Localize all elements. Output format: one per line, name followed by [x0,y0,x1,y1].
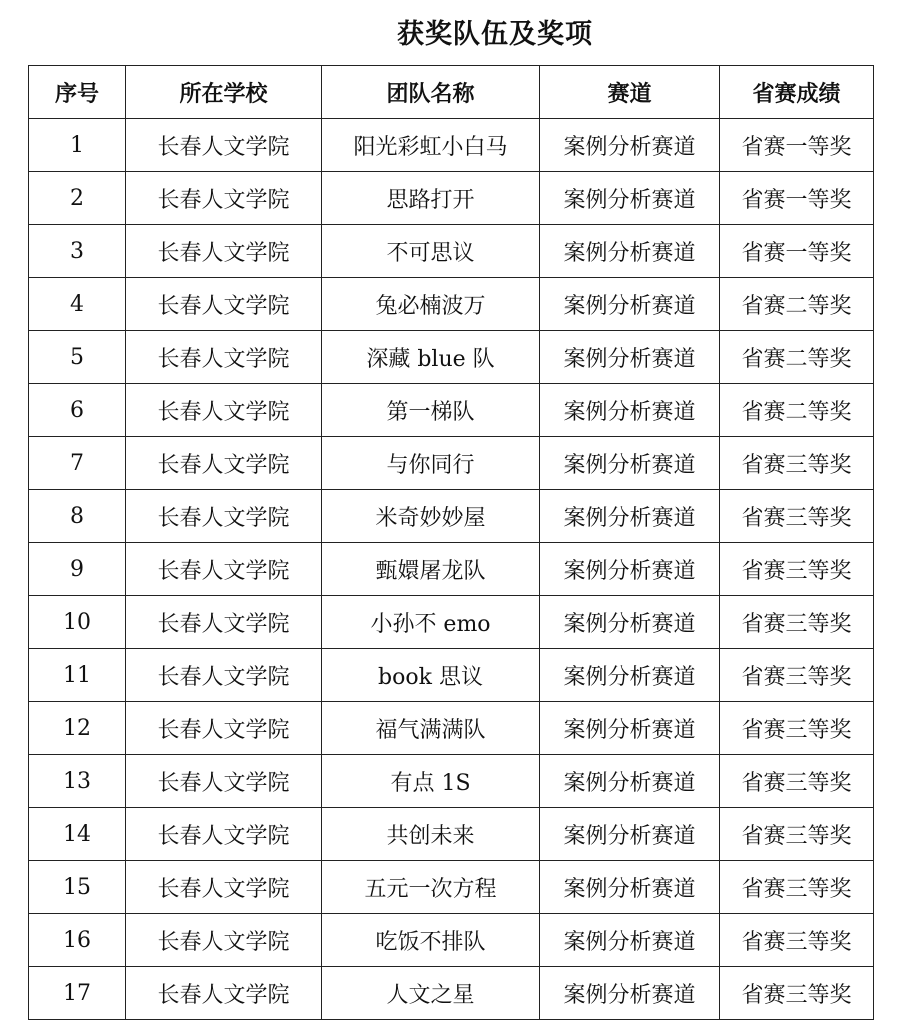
cell-school: 长春人文学院 [126,437,322,490]
cell-team-name: 甄嬛屠龙队 [322,543,540,596]
table-row [29,490,874,543]
table-header [29,66,874,119]
cell-school: 长春人文学院 [126,967,322,1020]
cell-school: 长春人文学院 [126,649,322,702]
table-row [29,119,874,172]
cell-result: 省赛三等奖 [720,808,874,861]
cell-track: 案例分析赛道 [540,490,720,543]
header-result: 省赛成绩 [720,66,874,119]
header-track: 赛道 [540,66,720,119]
cell-index: 17 [29,967,126,1020]
cell-team-name: 深藏 blue 队 [322,331,540,384]
cell-index: 13 [29,755,126,808]
cell-school: 长春人文学院 [126,278,322,331]
cell-track: 案例分析赛道 [540,278,720,331]
cell-track: 案例分析赛道 [540,596,720,649]
table-row [29,437,874,490]
header-team-name: 团队名称 [322,66,540,119]
cell-school: 长春人文学院 [126,755,322,808]
cell-school: 长春人文学院 [126,702,322,755]
cell-index: 8 [29,490,126,543]
cell-team-name: 小孙不 emo [322,596,540,649]
table-row [29,808,874,861]
table-row [29,967,874,1020]
awards-table [28,65,874,1020]
cell-index: 14 [29,808,126,861]
cell-result: 省赛三等奖 [720,967,874,1020]
cell-track: 案例分析赛道 [540,331,720,384]
cell-result: 省赛二等奖 [720,384,874,437]
cell-track: 案例分析赛道 [540,172,720,225]
cell-track: 案例分析赛道 [540,808,720,861]
cell-result: 省赛三等奖 [720,702,874,755]
cell-team-name: 兔必楠波万 [322,278,540,331]
header-school: 所在学校 [126,66,322,119]
cell-track: 案例分析赛道 [540,119,720,172]
cell-school: 长春人文学院 [126,225,322,278]
table-row [29,543,874,596]
cell-result: 省赛三等奖 [720,649,874,702]
cell-school: 长春人文学院 [126,172,322,225]
cell-result: 省赛二等奖 [720,278,874,331]
cell-result: 省赛一等奖 [720,225,874,278]
cell-team-name: 与你同行 [322,437,540,490]
cell-school: 长春人文学院 [126,490,322,543]
table-row [29,914,874,967]
cell-track: 案例分析赛道 [540,914,720,967]
cell-result: 省赛三等奖 [720,437,874,490]
cell-result: 省赛三等奖 [720,755,874,808]
cell-index: 7 [29,437,126,490]
cell-index: 12 [29,702,126,755]
cell-result: 省赛三等奖 [720,596,874,649]
table-body [29,119,874,1020]
cell-school: 长春人文学院 [126,861,322,914]
cell-result: 省赛三等奖 [720,914,874,967]
cell-track: 案例分析赛道 [540,861,720,914]
table-row [29,596,874,649]
cell-track: 案例分析赛道 [540,702,720,755]
table-row [29,755,874,808]
cell-result: 省赛三等奖 [720,861,874,914]
cell-track: 案例分析赛道 [540,437,720,490]
cell-team-name: 人文之星 [322,967,540,1020]
cell-result: 省赛二等奖 [720,331,874,384]
table-row [29,278,874,331]
header-index: 序号 [29,66,126,119]
cell-team-name: 五元一次方程 [322,861,540,914]
table-row [29,172,874,225]
cell-index: 11 [29,649,126,702]
cell-team-name: 思路打开 [322,172,540,225]
cell-result: 省赛三等奖 [720,490,874,543]
cell-index: 9 [29,543,126,596]
cell-index: 2 [29,172,126,225]
header-row [29,66,874,119]
cell-school: 长春人文学院 [126,119,322,172]
cell-team-name: 不可思议 [322,225,540,278]
cell-index: 10 [29,596,126,649]
cell-index: 5 [29,331,126,384]
table-row [29,225,874,278]
table-row [29,861,874,914]
cell-track: 案例分析赛道 [540,755,720,808]
cell-school: 长春人文学院 [126,543,322,596]
cell-school: 长春人文学院 [126,596,322,649]
table-row [29,649,874,702]
cell-school: 长春人文学院 [126,384,322,437]
cell-school: 长春人文学院 [126,914,322,967]
cell-track: 案例分析赛道 [540,967,720,1020]
cell-track: 案例分析赛道 [540,384,720,437]
cell-team-name: 有点 1S [322,755,540,808]
cell-team-name: 共创未来 [322,808,540,861]
cell-index: 1 [29,119,126,172]
cell-school: 长春人文学院 [126,808,322,861]
cell-team-name: 吃饭不排队 [322,914,540,967]
cell-result: 省赛一等奖 [720,172,874,225]
cell-index: 3 [29,225,126,278]
cell-school: 长春人文学院 [126,331,322,384]
cell-index: 16 [29,914,126,967]
cell-result: 省赛三等奖 [720,543,874,596]
cell-track: 案例分析赛道 [540,649,720,702]
cell-team-name: 阳光彩虹小白马 [322,119,540,172]
cell-index: 4 [29,278,126,331]
cell-team-name: 第一梯队 [322,384,540,437]
cell-index: 15 [29,861,126,914]
table-row [29,702,874,755]
cell-result: 省赛一等奖 [720,119,874,172]
cell-track: 案例分析赛道 [540,543,720,596]
cell-team-name: 福气满满队 [322,702,540,755]
table-row [29,331,874,384]
cell-track: 案例分析赛道 [540,225,720,278]
cell-index: 6 [29,384,126,437]
table-row [29,384,874,437]
cell-team-name: 米奇妙妙屋 [322,490,540,543]
page-title: 获奖队伍及奖项 [397,19,593,50]
cell-team-name: book 思议 [322,649,540,702]
